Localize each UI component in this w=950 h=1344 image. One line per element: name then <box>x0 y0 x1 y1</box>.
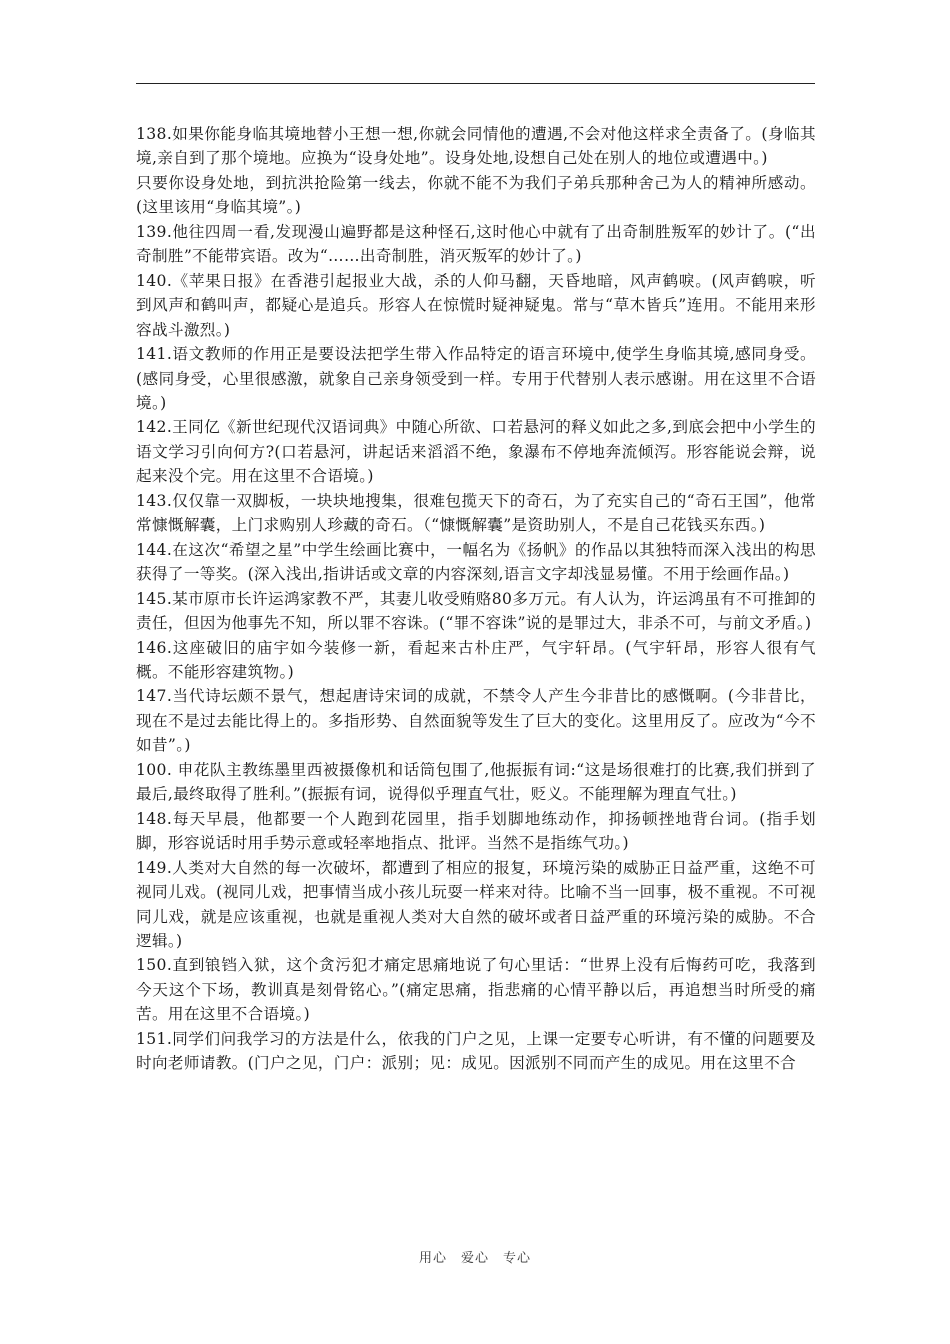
paragraph-150: 150.直到锒铛入狱，这个贪污犯才痛定思痛地说了句心里话：“世界上没有后悔药可吃，我落到今天这个下场，教训真是刻骨铭心。”(痛定思痛，指悲痛的心情平静以后，再追想当时所受的痛苦。用在这里不合语境。) <box>136 956 816 1024</box>
paragraph-138-example: 只要你设身处地，到抗洪抢险第一线去，你就不能不为我们子弟兵那种舍己为人的精神所感动。(这里该用“身临其境”。) <box>136 173 816 217</box>
paragraph-151: 151.同学们问我学习的方法是什么，依我的门户之见，上课一定要专心听讲，有不懂的问题要及时向老师请教。(门户之见，门户：派别；见：成见。因派别不同而产生的成见。用在这里不合 <box>136 1029 816 1073</box>
paragraph-149: 149.人类对大自然的每一次破坏，都遭到了相应的报复，环境污染的威胁正日益严重，这绝不可视同儿戏。(视同儿戏，把事情当成小孩儿玩耍一样来对待。比喻不当一回事，极不重视。不可视同儿戏，就是应该重视，也就是重视人类对大自然的破坏或者日益严重的环境污染的威胁。不合逻辑。) <box>136 858 816 950</box>
paragraph-100: 100. 申花队主教练墨里西被摄像机和话筒包围了,他振振有词:“这是场很难打的比赛,我们拼到了最后,最终取得了胜利。”(振振有词，说得似乎理直气壮，贬义。不能理解为理直气壮。) <box>136 760 816 804</box>
paragraph-138: 138.如果你能身临其境地替小王想一想,你就会同情他的遭遇,不会对他这样求全责备了。(身临其境,亲自到了那个境地。应换为“设身处地”。设身处地,设想自己处在别人的地位或遭遇中。) <box>136 125 816 168</box>
paragraph-142: 142.王同亿《新世纪现代汉语词典》中随心所欲、口若悬河的释义如此之多,到底会把中小学生的语文学习引向何方?(口若悬河，讲起话来滔滔不绝，象瀑布不停地奔流倾泻。形容能说会辩，说起来没个完。用在这里不合语境。) <box>136 418 816 486</box>
paragraph-145: 145.某市原市长许运鸿家教不严，其妻儿收受贿赂80多万元。有人认为，许运鸿虽有不可推卸的责任，但因为他事先不知，所以罪不容诛。(“罪不容诛”说的是罪过大，非杀不可，与前文矛盾。) <box>136 589 816 633</box>
header-rule <box>136 83 815 84</box>
document-body <box>136 122 816 1076</box>
paragraph-144: 144.在这次“希望之星”中学生绘画比赛中，一幅名为《扬帆》的作品以其独特而深入浅出的构思获得了一等奖。(深入浅出,指讲话或文章的内容深刻,语言文字却浅显易懂。不用于绘画作品。) <box>136 540 816 584</box>
paragraph-147: 147.当代诗坛颇不景气，想起唐诗宋词的成就，不禁令人产生今非昔比的感慨啊。(今非昔比，现在不是过去能比得上的。多指形势、自然面貌等发生了巨大的变化。这里用反了。应改为“今不如昔”。) <box>136 687 816 755</box>
paragraph-140: 140.《苹果日报》在香港引起报业大战，杀的人仰马翻，天昏地暗，风声鹤唳。(风声鹤唳，听到风声和鹤叫声，都疑心是追兵。形容人在惊慌时疑神疑鬼。常与“草木皆兵”连用。不能用来形容战斗激烈。) <box>136 271 816 339</box>
paragraph-141: 141.语文教师的作用正是要设法把学生带入作品特定的语言环境中,使学生身临其境,感同身受。(感同身受，心里很感激，就象自己亲身领受到一样。专用于代替别人表示感谢。用在这里不合语境。) <box>136 345 816 412</box>
paragraph-148: 148.每天早晨，他都要一个人跑到花园里，指手划脚地练动作，抑扬顿挫地背台词。(指手划脚，形容说话时用手势示意或轻率地指点、批评。当然不是指练气功。) <box>136 809 816 853</box>
page-footer: 用心 爱心 专心 <box>418 1251 531 1266</box>
paragraph-146: 146.这座破旧的庙宇如今装修一新，看起来古朴庄严，气宇轩昂。(气宇轩昂，形容人很有气概。不能形容建筑物。) <box>136 638 816 681</box>
paragraph-143: 143.仅仅靠一双脚板，一块块地搜集，很难包揽天下的奇石，为了充实自己的“奇石王国”，他常常慷慨解囊，上门求购别人珍藏的奇石。（“慷慨解囊”是资助别人，不是自己花钱买东西。) <box>136 491 816 535</box>
paragraph-139: 139.他往四周一看,发现漫山遍野都是这种怪石,这时他心中就有了出奇制胜叛军的妙计了。(“出奇制胜”不能带宾语。改为“……出奇制胜，消灭叛军的妙计了。) <box>136 222 816 266</box>
